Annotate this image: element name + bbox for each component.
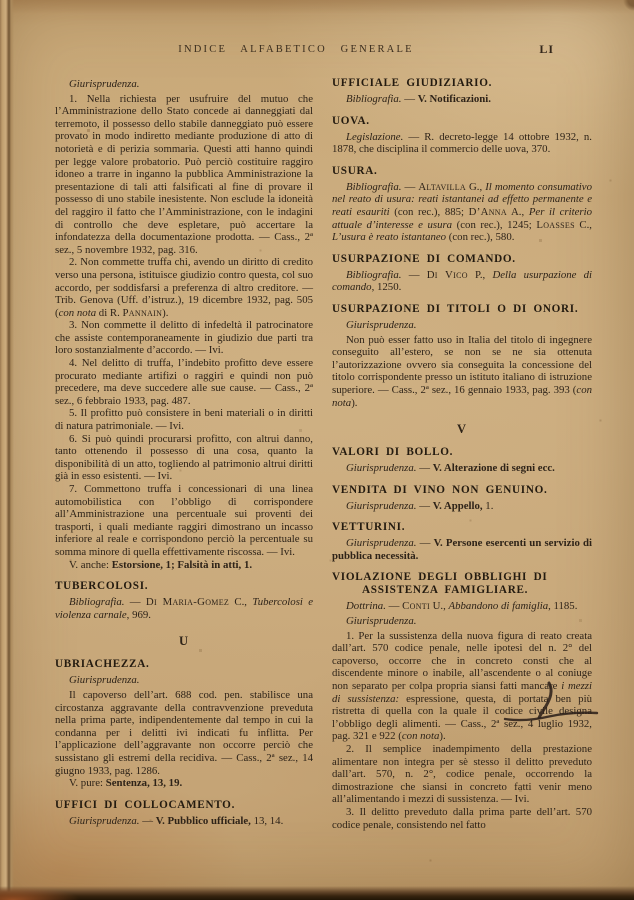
text-run: — R. decreto-legge 14 ottobre 1932, n. 1878, che disciplina il commercio delle uova, 370. [332, 130, 592, 156]
text-run: con nota [332, 383, 592, 409]
text-run: Legislazione. [346, 130, 404, 143]
text-run: Giurisprudenza. [69, 674, 140, 687]
text-run: Di Maria-Gomez [145, 596, 230, 609]
index-paragraph [55, 815, 313, 828]
text-run: Giurisprudenza. [69, 814, 140, 827]
text-run: di R. [96, 306, 123, 319]
text-run: con nota [401, 730, 440, 743]
page-bottom-edge-shadow [0, 886, 634, 900]
text-run: Bibliografia. [346, 93, 402, 105]
index-paragraph [332, 743, 592, 806]
section-letter: V [456, 422, 468, 437]
index-headword: UBRIACHEZZA. [55, 658, 150, 671]
index-headword: VIOLAZIONE DEGLI OBBLIGHI DI ASSISTENZA FAMIGLIARE. [332, 571, 548, 597]
text-run: ). [351, 396, 358, 409]
text-run: V. Notificazioni. [417, 93, 491, 105]
index-paragraph [55, 433, 313, 483]
text-run: V. Alterazione di segni ecc. [432, 462, 555, 475]
text-run: Giurisprudenza. [346, 499, 417, 512]
text-run: Giurisprudenza. [346, 318, 417, 331]
index-paragraph [55, 256, 313, 319]
index-headword: USURA. [332, 164, 378, 177]
text-run: 1. [482, 499, 494, 512]
index-headword: UFFICIALE GIUDIZIARIO. [332, 77, 493, 89]
text-run: 2. Non commette truffa chi, avendo un diritto di credito verso una persona, istituisce giudizio contro questa, col suo accordo, per soddisfarsi a preferenza di altro creditore. — Trib. Genova (Uff. d’istruz.), 19 dicembre 1932, pag. 505 ( [55, 256, 313, 319]
index-paragraph [332, 537, 592, 562]
text-run: Dottrina. [346, 600, 386, 613]
text-run: D’Anna [468, 205, 507, 218]
text-run: Abbandono di famiglia [448, 600, 549, 613]
index-paragraph [55, 596, 313, 621]
text-run: 1. Nella richiesta per usufruire del mutuo che l’Amministrazione dello Stato concede ai danneggiati dal terremoto, il possesso dello stabile danneggiato può essere provato in modo indiretto mediante produzione di atto di notorietà e di perizia sommaria. Questi atti hanno quindi per legge valore probatorio. Può perciò costituire raggiro idoneo a trarre in inganno la pubblica Amministrazione la presentazione di tali atti falsificati al fine di provare il possesso di uno stabile inesistente. Non esclude la idoneità del raggiro il fatto che l’Amministrazione, con le indagini di controllo che deve espletare, può accertare la infondatezza della documentazione prodotta. — Cass., 2ª sez., 5 novembre 1932, pag. 316. [55, 92, 313, 256]
text-run: 6. Si può quindi procurarsi profitto, con altrui danno, tanto ottenendo il possesso di una cosa, quanto la disponibilità di un atto, togliendo al patrimonio altrui diritti già in esso esistenti. — Ivi. [55, 432, 313, 483]
text-run: Giurisprudenza. [346, 615, 417, 628]
index-headword: VENDITA DI VINO NON GENUINO. [332, 483, 548, 496]
page-title: INDICE ALFABETICO GENERALE [178, 44, 414, 55]
index-paragraph [55, 93, 313, 257]
index-paragraph [332, 269, 592, 294]
right-column [332, 76, 592, 831]
text-run: 1. Per la sussistenza della nuova figura di reato creata dall’art. 570 codice penale, nelle ipotesi del n. 2° del capoverso, occorre che in concreto consti che al discendente minore o inabile, all’ascendente o al coniuge non separato per colpa propria siansi fatti mancare [332, 629, 592, 693]
index-headword: USURPAZIONE DI TITOLI O DI ONORI. [332, 302, 579, 315]
text-run: P., [467, 268, 493, 281]
text-run: Pannain [122, 306, 163, 319]
text-run: Tubercolosi e violenza carnale [55, 596, 313, 621]
index-headword: UFFICI DI COLLOCAMENTO. [55, 798, 236, 811]
text-run: Conti [402, 600, 430, 613]
text-run: Di Vico [426, 268, 468, 281]
text-run: A., [506, 205, 529, 218]
index-paragraph [55, 689, 313, 777]
text-run: Bibliografia. [346, 180, 402, 193]
rubric-label [332, 319, 592, 332]
text-run: (con rec.), 580. [446, 231, 515, 244]
page-number: LI [539, 42, 554, 56]
text-run: — [124, 596, 146, 609]
text-run: , 1185. [548, 600, 578, 613]
index-paragraph [55, 407, 313, 432]
two-column-text [55, 76, 592, 831]
text-run: con nota [58, 306, 97, 319]
index-paragraph [332, 806, 592, 831]
text-run: 4. Nel delitto di truffa, l’indebito profitto deve essere procurato mediante artifizi o raggiri e quindi non può precedere, ma deve succedere alle sue cause. — Cass., 2ª sez., 6 febbraio 1933, pag. 487. [55, 357, 313, 407]
text-run: , 969. [126, 608, 151, 621]
text-run: — [416, 537, 434, 550]
text-run: Il momento consumativo nel reato di usura: reati istantanei ad effetto permanente e reati esauriti [332, 180, 592, 218]
text-run: — [139, 814, 156, 827]
rubric-label [55, 674, 313, 687]
text-run: L’usura è reato istantaneo [332, 231, 447, 244]
index-paragraph [332, 131, 592, 156]
text-run: Della usurpazione di comando [332, 268, 593, 294]
text-run: V. Persone esercenti un servizio di pubblica necessità. [332, 537, 592, 562]
text-run: 7. Commettono truffa i concessionari di una linea automobilistica con l’obbligo di corrispondere all’Amministrazione una percentuale sui proventi dei trasporti, i quali mediante raggiri dimostrano un incasso inferiore al reale e corrispondono perciò la percentuale su somma minore di quella effettivamente riscossa. — Ivi. [55, 483, 313, 558]
index-paragraph [332, 600, 592, 613]
text-run: (con rec.), 885; [389, 205, 469, 218]
text-run: U., [429, 600, 449, 613]
rubric-label [332, 615, 592, 628]
text-run: V. anche: [69, 558, 112, 571]
text-run: Per il criterio attuale d’interesse e usura [332, 205, 593, 231]
text-run: V. Pubblico ufficiale, [155, 814, 251, 827]
text-run: — [416, 462, 433, 475]
text-run: ). [162, 306, 169, 319]
text-run: Bibliografia. [69, 596, 125, 609]
index-paragraph [332, 630, 592, 743]
text-run: Bibliografia. [346, 268, 402, 281]
text-run: Sentenza, 13, 19. [105, 777, 183, 790]
index-paragraph [332, 181, 592, 244]
section-letter: U [178, 634, 190, 649]
text-run: , 1250. [371, 281, 402, 294]
index-headword: USURPAZIONE DI COMANDO. [332, 252, 516, 265]
text-run: C., [229, 596, 253, 609]
text-run: ). [439, 730, 446, 743]
index-paragraph [55, 319, 313, 357]
left-column [55, 76, 313, 831]
text-run: — [401, 180, 419, 193]
text-run: Loasses [536, 218, 575, 231]
text-run: (con rec.), 1245; [452, 218, 537, 231]
text-run: Il capoverso dell’art. 688 cod. pen. stabilisce una circostanza aggravante della contravvenzione preveduta nella prima parte, indipendentemente dal tempo in cui la condanna per i delitti ivi indicati fu inflitta. Per l’applicazione dell’aggravante non occorre perciò che sussistano gli estremi della recidiva. — Cass., 2ª sez., 14 giugno 1933, pag. 1286. [55, 688, 313, 777]
text-run: 3. Il delitto preveduto dalla prima parte dell’art. 570 codice penale, consistendo nel fatto [332, 805, 592, 831]
text-run: 3. Non commette il delitto di infedeltà il patrocinatore che assiste contemporaneamente in giudizio due parti tra loro sostanzialmente d’accordo. — Ivi. [55, 319, 313, 357]
text-run: Estorsione, 1; Falsità in atti, 1. [111, 558, 253, 571]
text-run: — [401, 93, 418, 105]
text-run: 5. Il profitto può consistere in beni materiali o in diritti di natura patrimoniale. — Ivi. [55, 407, 313, 433]
text-run: 13, 14. [250, 814, 284, 827]
index-paragraph [55, 357, 313, 407]
text-run: espressione, questa, di portata ben più ristretta di quella con la quale il codice civile designa l’obbligo degli alimenti. — Cass., 2ª sez., 4 luglio 1932, pag. 321 e 922 ( [332, 692, 592, 743]
text-run: — [416, 499, 433, 512]
text-run: Altavilla [418, 180, 466, 193]
index-paragraph [332, 500, 592, 513]
text-run: i mezzi di sussistenza: [332, 680, 592, 705]
rubric-label [55, 78, 313, 91]
text-run: V. Appello, [432, 499, 483, 512]
index-headword: UOVA. [332, 114, 370, 127]
text-run: Giurisprudenza. [346, 462, 417, 475]
index-paragraph [332, 93, 592, 106]
text-run: — [385, 600, 403, 613]
text-run: 2. Il semplice inadempimento della prestazione alimentare non integra per sè stesso il delitto preveduto dall’art. 570, n. 2°, codice penale, occorrendo la dimostrazione che siansi in concreto fatti venir meno all’alimentando i mezzi di sussistenza. — Ivi. [332, 743, 592, 806]
index-paragraph [55, 777, 313, 790]
running-head [55, 44, 592, 62]
index-paragraph [55, 483, 313, 559]
text-run: Giurisprudenza. [69, 78, 140, 90]
index-headword: VALORI DI BOLLO. [332, 446, 454, 459]
text-run: — [401, 268, 427, 281]
index-paragraph [332, 462, 592, 475]
index-headword: VETTURINI. [332, 521, 406, 534]
index-paragraph [55, 559, 313, 572]
text-run: Giurisprudenza. [346, 537, 417, 550]
text-run: G., [465, 180, 486, 193]
index-paragraph [332, 334, 592, 410]
text-run: Non può esser fatto uso in Italia del titolo di ingegnere conseguito all’estero, se non se ne sia ottenuta l’autorizzazione ovvero sia conseguita la concessione del titolo corrispondente presso un istituto italiano di istruzione superiore. — Cass., 2ª sez., 16 gennaio 1933, pag. 393 ( [332, 333, 592, 396]
index-headword: TUBERCOLOSI. [55, 580, 149, 593]
text-run: C., [574, 218, 592, 231]
text-run: V. pure: [69, 777, 106, 790]
